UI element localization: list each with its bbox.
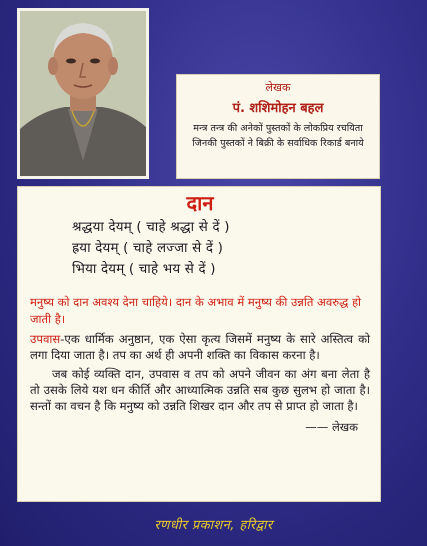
paragraph-1-text: -एक धार्मिक अनुष्ठान, एक ऐसा कृत्य जिसमें मनुष्य के सारे अस्तित्व को लगा दिया जाता है। तप का अर्थ ही अपनी शक्ति का विकास करना है। xyxy=(30,332,370,363)
verse-line: ह्रया देयम् ( चाहे लज्जा से दें ) xyxy=(72,241,224,256)
author-photo-frame xyxy=(17,8,149,179)
paragraph-2: जब कोई व्यक्ति दान, उपवास व तप को अपने जीवन का अंग बना लेता है तो उसके लिये यश धन कीर्ति और आध्यात्मिक उन्नति सब कुछ सुलभ हो जाता है। सन्तों का वचन है कि मनुष्य को उन्नति शिखर दान और तप से प्राप्त हो जाता है। xyxy=(30,366,370,414)
paragraph-keyword: उपवास xyxy=(30,332,61,346)
page-title: दान xyxy=(186,191,214,215)
paragraph-1 xyxy=(30,331,370,364)
author-description: मन्त्र तन्त्र की अनेकों पुस्तकों के लोकप्रिय रचयिता जिनकी पुस्तकों ने बिक्री के सर्वाधिक रिकार्ड बनाये xyxy=(192,123,364,149)
author-portrait-image xyxy=(20,11,146,176)
author-info-box xyxy=(176,74,380,179)
highlight-text: मनुष्य को दान अवश्य देना चाहिये। दान के अभाव में मनुष्य की उन्नति अवरुद्ध हो जाती है। xyxy=(30,295,362,326)
verse-line: भिया देयम् ( चाहे भय से दें ) xyxy=(72,262,216,277)
author-label: लेखक xyxy=(265,81,291,94)
verse-block xyxy=(30,217,370,280)
author-photo xyxy=(20,11,146,176)
content-box xyxy=(17,186,381,502)
verse-line: श्रद्धया देयम् ( चाहे श्रद्धा से दें ) xyxy=(72,220,230,235)
signature: —— लेखक xyxy=(305,420,358,435)
publisher-footer: रणधीर प्रकाशन, हरिद्वार xyxy=(154,518,273,533)
author-name: पं. शशिमोहन बहल xyxy=(232,101,324,116)
